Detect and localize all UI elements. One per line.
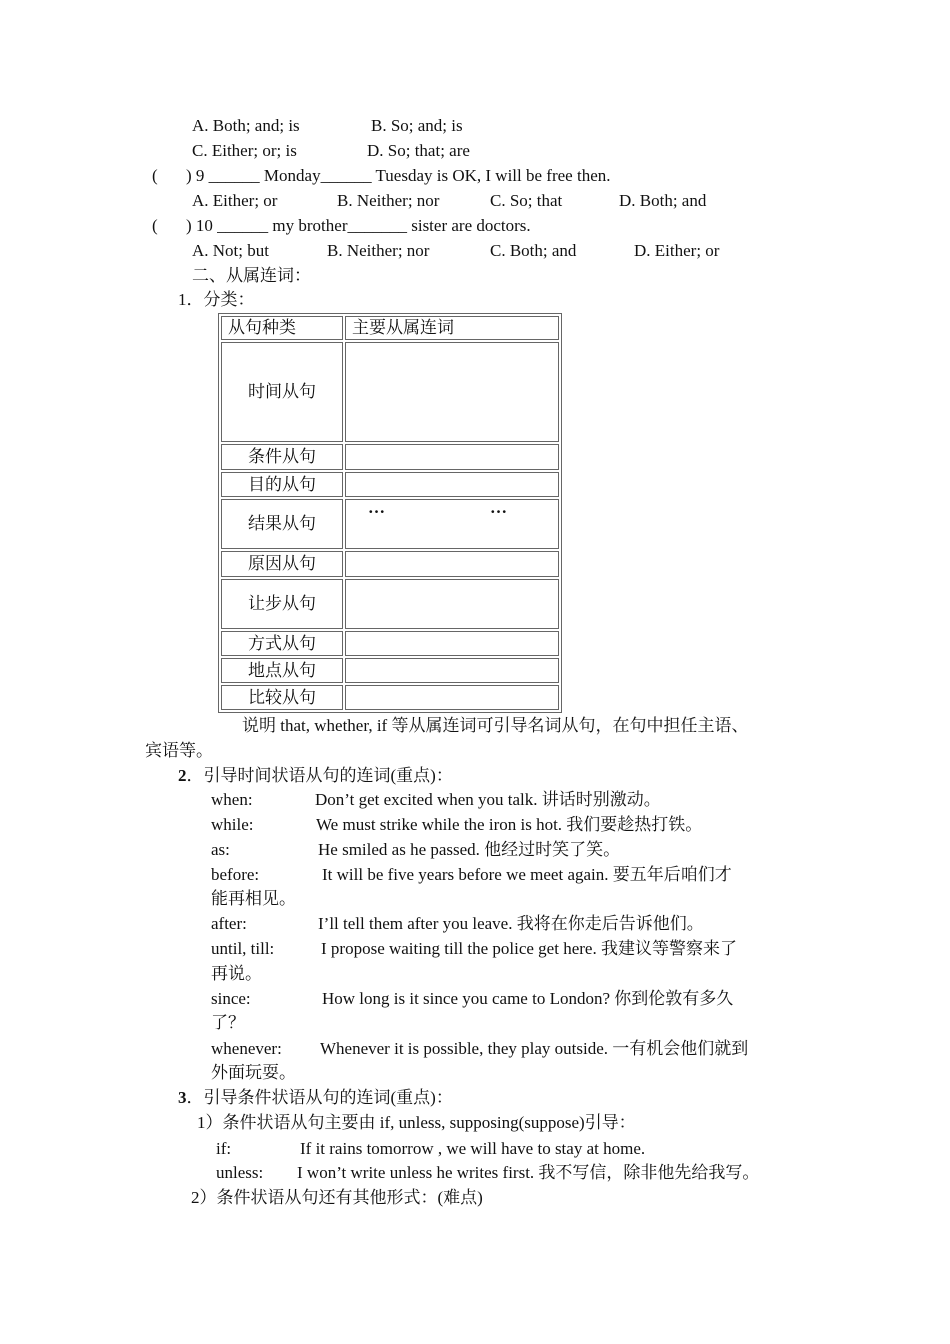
ellipsis-1: …	[368, 498, 385, 517]
q10-paren: (	[152, 216, 158, 235]
q9-paren: (	[152, 166, 158, 185]
condition-point-2: 2）条件状语从句还有其他形式：(难点)	[191, 1188, 483, 1207]
row-conj	[345, 472, 559, 497]
ellipsis-2: …	[490, 498, 507, 517]
q9-option-c: C. So; that	[490, 191, 563, 210]
row-type: 让步从句	[221, 579, 343, 629]
q10-option-d: D. Either; or	[634, 241, 720, 260]
conj-example-cont: 能再相见。	[211, 889, 296, 908]
q9-text: ) 9 ______ Monday______ Tuesday is OK, I will be free then.	[186, 166, 611, 185]
conj-word: while:	[211, 815, 254, 834]
conj-example: It will be five years before we meet again. 要五年后咱们才	[322, 865, 732, 884]
table-row	[221, 631, 559, 656]
conj-example: Whenever it is possible, they play outside. 一有机会他们就到	[320, 1039, 749, 1058]
row-type: 条件从句	[221, 444, 343, 470]
conj-example: He smiled as he passed. 他经过时笑了笑。	[318, 840, 621, 859]
q10-option-b: B. Neither; nor	[327, 241, 430, 260]
row-type: 地点从句	[221, 658, 343, 683]
q8-option-d: D. So; that; are	[367, 141, 470, 160]
conj-word: until, till:	[211, 939, 275, 958]
table-row	[221, 658, 559, 683]
row-conj	[345, 444, 559, 470]
conj-word: since:	[211, 989, 251, 1008]
row-type: 原因从句	[221, 551, 343, 577]
conj-word: unless:	[216, 1163, 264, 1182]
q9-option-d: D. Both; and	[619, 191, 707, 210]
table-row	[221, 579, 559, 629]
conj-word: when:	[211, 790, 253, 809]
conj-example: How long is it since you came to London? 你到伦敦有多久	[322, 989, 734, 1008]
subsection-2-num: 2	[178, 766, 187, 785]
subsection-1-title: 1．分类：	[178, 290, 255, 309]
row-type: 时间从句	[221, 342, 343, 442]
q8-option-c: C. Either; or; is	[192, 141, 297, 160]
header-main-conj: 主要从属连词	[345, 316, 559, 340]
row-conj	[345, 579, 559, 629]
row-conj	[345, 658, 559, 683]
q10-text: ) 10 ______ my brother_______ sister are doctors.	[186, 216, 531, 235]
q10-option-c: C. Both; and	[490, 241, 577, 260]
row-conj	[345, 551, 559, 577]
conj-example: We must strike while the iron is hot. 我们要趁热打铁。	[316, 815, 703, 834]
conj-example: I’ll tell them after you leave. 我将在你走后告诉他们。	[318, 914, 704, 933]
q9-option-b: B. Neither; nor	[337, 191, 440, 210]
table-row	[221, 499, 559, 549]
note-line-2: 宾语等。	[145, 741, 213, 760]
note-line-1: 说明 that, whether, if 等从属连词可引导名词从句，在句中担任主语、	[242, 716, 749, 735]
q8-option-a: A. Both; and; is	[192, 116, 300, 135]
row-conj	[345, 499, 559, 549]
q10-option-a: A. Not; but	[192, 241, 269, 260]
conj-word: as:	[211, 840, 230, 859]
conj-example: I won’t write unless he writes first. 我不写信，除非他先给我写。	[297, 1163, 760, 1182]
row-type: 比较从句	[221, 685, 343, 710]
row-conj	[345, 342, 559, 442]
conj-example: Don’t get excited when you talk. 讲话时别激动。	[315, 790, 661, 809]
conj-example: If it rains tomorrow , we will have to stay at home.	[300, 1139, 646, 1158]
clause-table	[218, 313, 562, 713]
table-row	[221, 472, 559, 497]
conj-word: if:	[216, 1139, 232, 1158]
section-title: 二、从属连词：	[192, 266, 311, 285]
table-row	[221, 444, 559, 470]
conj-example-cont: 外面玩耍。	[211, 1063, 296, 1082]
subsection-3-title	[178, 1088, 453, 1108]
subsection-3-text: ．引导条件状语从句的连词(重点)：	[186, 1088, 453, 1107]
row-conj	[345, 685, 559, 710]
table-row	[221, 551, 559, 577]
condition-point-1: 1）条件状语从句主要由 if, unless, supposing(suppose)引导：	[197, 1113, 636, 1132]
q8-option-b: B. So; and; is	[371, 116, 463, 135]
conj-word: after:	[211, 914, 247, 933]
conj-example-cont: 再说。	[211, 964, 262, 983]
conj-word: whenever:	[211, 1039, 282, 1058]
table-row	[221, 342, 559, 442]
conj-example-cont: 了？	[211, 1013, 245, 1032]
subsection-2-title	[178, 766, 453, 786]
row-type: 目的从句	[221, 472, 343, 497]
conj-word: before:	[211, 865, 260, 884]
row-type: 结果从句	[221, 499, 343, 549]
conj-example: I propose waiting till the police get here. 我建议等警察来了	[321, 939, 737, 958]
table-header-row	[221, 316, 559, 340]
subsection-2-text: ．引导时间状语从句的连词(重点)：	[186, 766, 453, 785]
header-clause-type: 从句种类	[221, 316, 343, 340]
row-conj	[345, 631, 559, 656]
subsection-3-num: 3	[178, 1088, 187, 1107]
row-type: 方式从句	[221, 631, 343, 656]
table-row	[221, 685, 559, 710]
q9-option-a: A. Either; or	[192, 191, 278, 210]
